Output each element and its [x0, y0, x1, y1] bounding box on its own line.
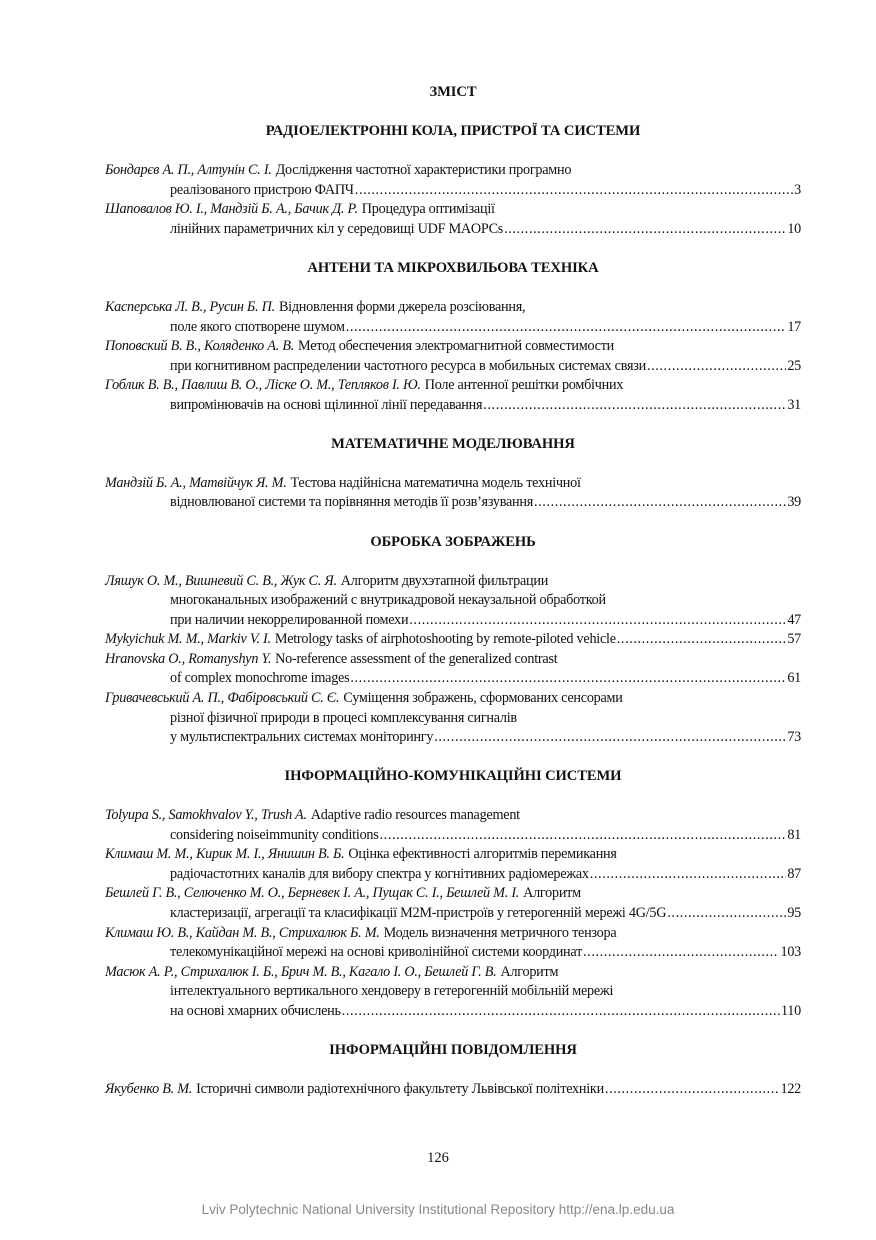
- entry-authors: Поповский В. В., Коляденко А. В.: [105, 338, 295, 355]
- entry-page-number[interactable]: 10: [787, 220, 801, 237]
- spacer: [105, 1060, 801, 1080]
- section-heading: АНТЕНИ ТА МІКРОХВИЛЬОВА ТЕХНІКА: [307, 259, 599, 276]
- entry-page-number[interactable]: 31: [787, 396, 801, 413]
- toc-sections: [105, 122, 801, 1099]
- entry-title-text: Метод обеспечения электромагнитной совместимости: [298, 338, 615, 355]
- section-heading: ІНФОРМАЦІЙНІ ПОВІДОМЛЕННЯ: [329, 1041, 577, 1058]
- dot-leader: [583, 943, 779, 963]
- entry-title-text: при когнитивном распределении частотного ресурса в мобильных системах связи: [170, 357, 646, 374]
- entry-title-text: Дослідження частотної характеристики програмно: [275, 162, 572, 179]
- entry-line: [105, 376, 801, 396]
- entry-title-text: різної фізичної природи в процесі комплексування сигналів: [170, 709, 517, 726]
- entry-authors: Климаш Ю. В., Кайдан М. В., Стрихалюк Б. М.: [105, 924, 380, 941]
- entry-page-number[interactable]: 47: [787, 611, 801, 628]
- entry-line: [105, 1080, 801, 1100]
- entry-line: [105, 806, 801, 826]
- toc-entry[interactable]: [105, 337, 801, 376]
- repository-footer: Lviv Polytechnic National University Institutional Repository http://ena.lp.edu.ua: [201, 1202, 675, 1217]
- spacer: [105, 513, 801, 533]
- entry-line: [105, 161, 801, 181]
- entry-line: [105, 924, 801, 944]
- toc-entry[interactable]: [105, 161, 801, 200]
- entry-title-text: при наличии некоррелированной помехи: [170, 611, 409, 628]
- toc-entry[interactable]: [105, 963, 801, 1022]
- dot-leader: [434, 728, 786, 748]
- entry-authors: Гоблик В. В., Павлиш В. О., Ліске О. М., Тепляков І. Ю.: [105, 377, 421, 394]
- entry-authors: Бондарєв А. П., Алтунін С. І.: [105, 162, 272, 179]
- toc-entry[interactable]: [105, 572, 801, 631]
- entry-authors: Mykyichuk M. M., Markiv V. I.: [105, 631, 271, 648]
- spacer: [105, 552, 801, 572]
- entry-title-text: кластеризації, агрегації та класифікації M2M-пристроїв у гетерогенній мережі 4G/5G: [170, 904, 667, 921]
- entry-page-number[interactable]: 57: [787, 631, 801, 648]
- entry-title-text: Алгоритм двухэтапной фильтрации: [340, 572, 549, 589]
- toc-entry[interactable]: [105, 806, 801, 845]
- spacer: [105, 1021, 801, 1041]
- entry-line: [105, 591, 801, 611]
- entry-title-text: Поле антенної решітки ромбічних: [424, 377, 624, 394]
- entry-authors: Масюк А. Р., Стрихалюк І. Б., Брич М. В., Кагало І. О., Бешлей Г. В.: [105, 963, 497, 980]
- entry-line: [105, 689, 801, 709]
- entry-authors: Hranovska O., Romanyshyn Y.: [105, 650, 272, 667]
- toc-entry[interactable]: [105, 884, 801, 923]
- toc-section: [105, 533, 801, 768]
- entry-page-number[interactable]: 95: [787, 904, 801, 921]
- entry-authors: Мандзій Б. А., Матвійчук Я. М.: [105, 474, 287, 491]
- entry-authors: Якубенко В. М.: [105, 1080, 193, 1097]
- toc-entry[interactable]: [105, 474, 801, 513]
- entry-line: [105, 493, 801, 513]
- entry-title-text: поле якого спотворене шумом: [170, 318, 345, 335]
- entry-title-text: Оцінка ефективності алгоритмів перемикання: [348, 846, 617, 863]
- dot-leader: [380, 826, 787, 846]
- entry-line: [105, 904, 801, 924]
- entry-title-text: телекомунікаційної мережі на основі криволінійної системи координат: [170, 944, 583, 961]
- entry-line: [105, 630, 801, 650]
- entry-title-text: інтелектуального вертикального хендоверу в гетерогенній мобільній мережі: [170, 983, 614, 1000]
- entry-page-number[interactable]: 3: [794, 181, 801, 198]
- entry-line: [105, 865, 801, 885]
- entry-title-text: Процедура оптимізації: [361, 201, 495, 218]
- dot-leader: [409, 611, 786, 631]
- entry-title-text: Metrology tasks of airphotoshooting by remote-piloted vehicle: [274, 631, 616, 648]
- entry-authors: Ляшук О. М., Вишневий С. В., Жук С. Я.: [105, 572, 337, 589]
- entry-authors: Tolyupa S., Samokhvalov Y., Trush A.: [105, 807, 307, 824]
- entry-title-text: Модель визначення метричного тензора: [383, 924, 617, 941]
- entry-line: [105, 963, 801, 983]
- entry-title-text: на основі хмарних обчислень: [170, 1002, 341, 1019]
- toc-section: [105, 1041, 801, 1100]
- entry-title-text: Алгоритм: [523, 885, 581, 902]
- entry-line: [105, 728, 801, 748]
- entry-page-number[interactable]: 122: [780, 1080, 801, 1097]
- dot-leader: [504, 220, 786, 240]
- spacer: [105, 454, 801, 474]
- entry-title-text: No-reference assessment of the generalized contrast: [275, 650, 558, 667]
- entry-title-text: Алгоритм: [500, 963, 559, 980]
- entry-title-text: випромінювачів на основі щілинної лінії передавання: [170, 396, 483, 413]
- entry-line: [105, 650, 801, 670]
- entry-title-text: of complex monochrome images: [170, 670, 350, 687]
- entry-page-number[interactable]: 73: [787, 729, 801, 746]
- entry-line: [105, 982, 801, 1002]
- dot-leader: [667, 904, 786, 924]
- dot-leader: [346, 318, 787, 338]
- entry-page-number[interactable]: 61: [787, 670, 801, 687]
- toc-entry[interactable]: [105, 845, 801, 884]
- entry-line: [105, 474, 801, 494]
- entry-title-text: Суміщення зображень, сформованих сенсорами: [343, 689, 623, 706]
- entry-title-text: considering noiseimmunity conditions: [170, 826, 379, 843]
- dot-leader: [483, 396, 786, 416]
- toc-entry[interactable]: [105, 1080, 801, 1100]
- entry-line: [105, 318, 801, 338]
- entry-title-text: радіочастотних каналів для вибору спектра у когнітивних радіомережах: [170, 865, 589, 882]
- entry-page-number[interactable]: 17: [787, 318, 801, 335]
- toc-section: [105, 259, 801, 435]
- entry-title-text: многоканальных изображений с внутрикадровой некаузальной обработкой: [170, 592, 606, 609]
- entry-page-number[interactable]: 87: [787, 865, 801, 882]
- entry-page-number[interactable]: 81: [787, 826, 801, 843]
- entry-title-text: Тестова надійнісна математична модель технічної: [290, 474, 581, 491]
- entry-authors: Шаповалов Ю. І., Мандзій Б. А., Бачик Д. Р.: [105, 201, 358, 218]
- entry-page-number[interactable]: 103: [780, 944, 801, 961]
- entry-page-number[interactable]: 25: [787, 357, 801, 374]
- spacer: [105, 142, 801, 162]
- entry-line: [105, 357, 801, 377]
- spacer: [105, 787, 801, 807]
- toc-section: [105, 122, 801, 259]
- toc-title: ЗМІСТ: [429, 84, 477, 100]
- dot-leader: [534, 493, 786, 513]
- section-heading: ОБРОБКА ЗОБРАЖЕНЬ: [370, 533, 536, 550]
- toc-entry[interactable]: [105, 689, 801, 748]
- spacer: [105, 239, 801, 259]
- entry-line: [105, 298, 801, 318]
- spacer: [105, 103, 801, 123]
- entry-line: [105, 1002, 801, 1022]
- entry-title-text: Відновлення форми джерела розсіювання,: [278, 299, 526, 316]
- dot-leader: [617, 630, 787, 650]
- entry-title-text: у мультиспектральних системах моніторингу: [170, 729, 434, 746]
- entry-page-number[interactable]: 110: [780, 1002, 801, 1019]
- entry-authors: Гривачевський А. П., Фабіровський С. Є.: [105, 689, 340, 706]
- page-number: 126: [427, 1150, 449, 1166]
- entry-title-text: Історичні символи радіотехнічного факультету Львівської політехніки: [196, 1080, 604, 1097]
- entry-line: [105, 337, 801, 357]
- dot-leader: [350, 669, 786, 689]
- entry-line: [105, 943, 801, 963]
- dot-leader: [605, 1080, 780, 1100]
- table-of-contents: [105, 83, 801, 1099]
- toc-section: [105, 435, 801, 533]
- dot-leader: [342, 1002, 780, 1022]
- entry-line: [105, 669, 801, 689]
- section-heading: РАДІОЕЛЕКТРОННІ КОЛА, ПРИСТРОЇ ТА СИСТЕМИ: [265, 123, 641, 140]
- toc-entry[interactable]: [105, 298, 801, 337]
- entry-line: [105, 181, 801, 201]
- toc-section: [105, 767, 801, 1041]
- toc-entry[interactable]: [105, 200, 801, 239]
- entry-authors: Климаш М. М., Кирик М. І., Янишин В. Б.: [105, 846, 345, 863]
- entry-title-text: відновлюваної системи та порівняння методів її розв’язування: [170, 494, 534, 511]
- entry-line: [105, 884, 801, 904]
- entry-line: [105, 220, 801, 240]
- dot-leader: [647, 357, 786, 377]
- toc-entry[interactable]: [105, 376, 801, 415]
- spacer: [105, 415, 801, 435]
- entry-line: [105, 826, 801, 846]
- toc-entry[interactable]: [105, 630, 801, 650]
- entry-title-text: лінійних параметричних кіл у середовищі UDF MAOPCs: [170, 220, 504, 237]
- entry-title-text: реалізованого пристрою ФАПЧ: [170, 181, 354, 198]
- section-heading: ІНФОРМАЦІЙНО-КОМУНІКАЦІЙНІ СИСТЕМИ: [284, 768, 622, 785]
- entry-line: [105, 572, 801, 592]
- spacer: [105, 748, 801, 768]
- entry-page-number[interactable]: 39: [787, 494, 801, 511]
- dot-leader: [355, 181, 793, 201]
- toc-entry[interactable]: [105, 650, 801, 689]
- entry-line: [105, 611, 801, 631]
- toc-entry[interactable]: [105, 924, 801, 963]
- entry-line: [105, 709, 801, 729]
- entry-line: [105, 845, 801, 865]
- entry-authors: Бешлей Г. В., Селюченко М. О., Берневек І. А., Пущак С. І., Бешлей М. І.: [105, 885, 520, 902]
- spacer: [105, 278, 801, 298]
- section-heading: МАТЕМАТИЧНЕ МОДЕЛЮВАННЯ: [331, 435, 575, 452]
- entry-line: [105, 396, 801, 416]
- dot-leader: [590, 865, 787, 885]
- entry-line: [105, 200, 801, 220]
- entry-title-text: Adaptive radio resources management: [310, 807, 520, 824]
- entry-authors: Касперська Л. В., Русин Б. П.: [105, 299, 275, 316]
